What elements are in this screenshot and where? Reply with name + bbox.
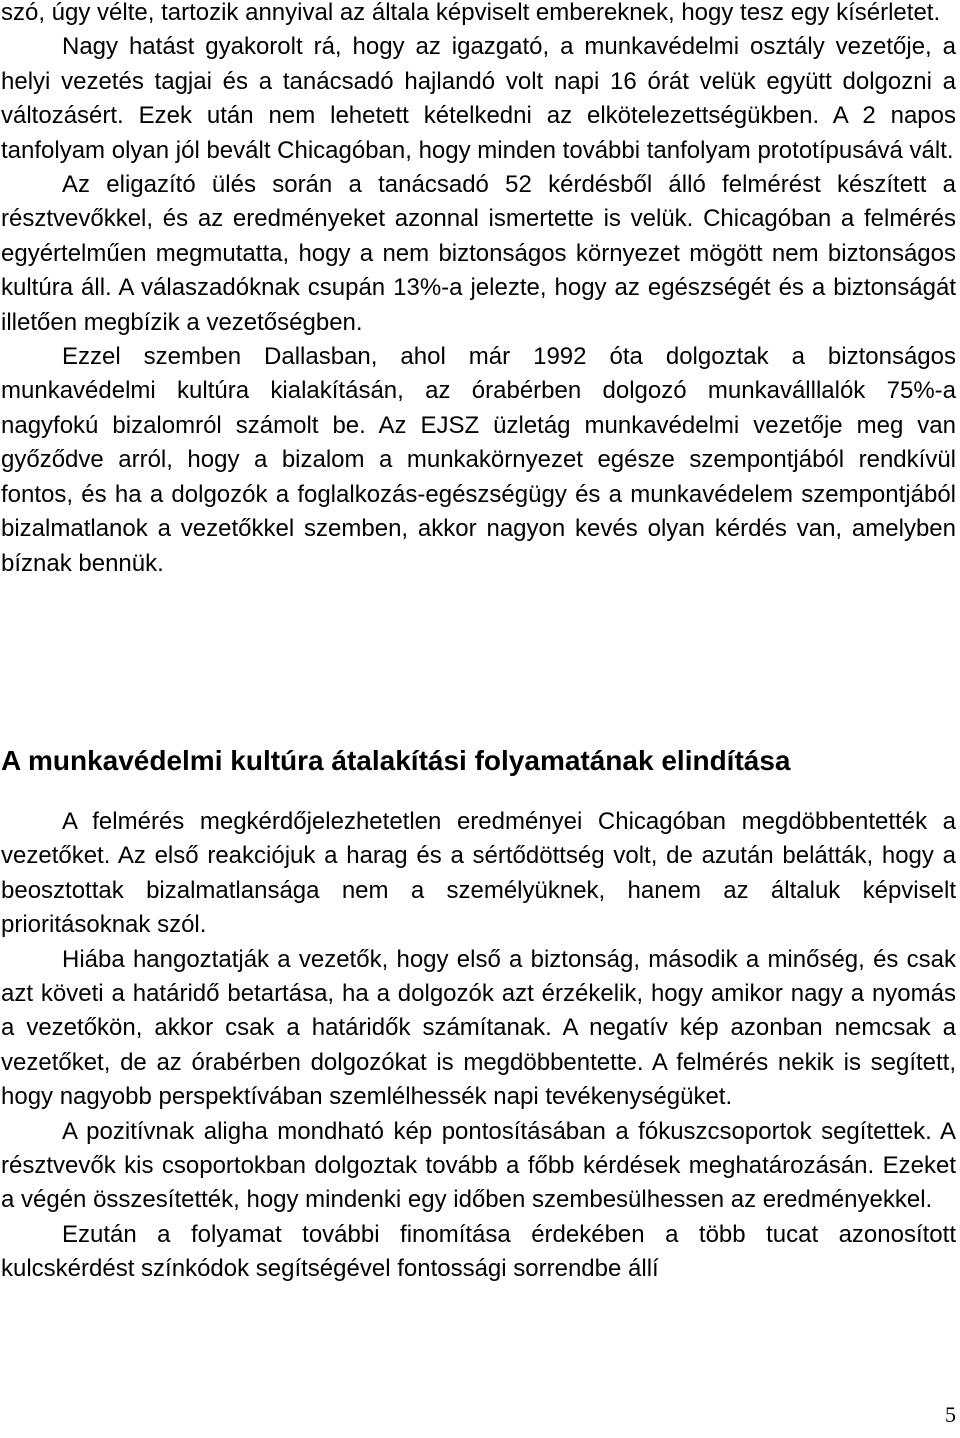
paragraph-continuation: szó, úgy vélte, tartozik annyival az általa képviselt embereknek, hogy tesz egy kísérletet. [1, 0, 941, 26]
paragraph: Nagy hatást gyakorolt rá, hogy az igazgató, a munkavédelmi osztály vezetője, a helyi vezetés tagjai és a tanácsadó hajlandó volt napi 16 órát velük együtt dolgozni a változásért. Ezek után nem lehetett kételkedni az elkötelezettségükben. A 2 napos tanfolyam olyan jól bevált Chicagóban, hogy minden további tanfolyam prototípusává vált. [1, 33, 956, 164]
body-text-bottom [1, 805, 956, 1287]
section-heading: A munkavédelmi kultúra átalakítási folyamatának elindítása [1, 745, 791, 776]
paragraph: Ezzel szemben Dallasban, ahol már 1992 óta dolgoztak a biztonságos munkavédelmi kultúra kialakításán, az órabérben dolgozó munkaválllalók 75%-a nagyfokú bizalomról számolt be. Az EJSZ üzletág munkavédelmi vezetője meg van győződve arról, hogy a bizalom a munkakörnyezet egésze szempontjából rendkívül fontos, és ha a dolgozók a foglalkozás-egészségügy és a munkavédelem szempontjából bizalmatlanok a vezetőkkel szemben, akkor nagyon kevés olyan kérdés van, amelyben bíznak bennük. [1, 343, 956, 577]
paragraph: Az eligazító ülés során a tanácsadó 52 kérdésből álló felmérést készített a résztvevőkkel, és az eredményeket azonnal ismertette is velük. Chicagóban a felmérés egyértelműen megmutatta, hogy a nem biztonságos környezet mögött nem biztonságos kultúra áll. A válaszadóknak csupán 13%-a jelezte, hogy az egészségét és a biztonságát illetően megbízik a vezetőségben. [1, 171, 956, 336]
paragraph: A felmérés megkérdőjelezhetetlen eredményei Chicagóban megdöbbentették a vezetőket. Az első reakciójuk a harag és a sértődöttség volt, de azután belátták, hogy a beosztottak bizalmatlansága nem a személyüknek, hanem az általuk képviselt prioritásoknak szól. [1, 808, 956, 939]
paragraph: Ezután a folyamat további finomítása érdekében a több tucat azonosított kulcskérdést színkódok segítségével fontossági sorrendbe állí [1, 1220, 956, 1283]
paragraph: A pozitívnak aligha mondható kép pontosításában a fókuszcsoportok segítettek. A résztvevők kis csoportokban dolgoztak tovább a főbb kérdések meghatározásán. Ezeket a végén összesítették, hogy mindenki egy időben szembesülhessen az eredményekkel. [1, 1117, 956, 1214]
body-text-top [1, 0, 956, 581]
page-number: 5 [945, 1402, 956, 1427]
paragraph: Hiába hangoztatják a vezetők, hogy első a biztonság, második a minőség, és csak azt követi a határidő betartása, ha a dolgozók azt érzékelik, hogy amikor nagy a nyomás a vezetőkön, akkor csak a határidők számítanak. A negatív kép azonban nemcsak a vezetőket, de az órabérben dolgozókat is megdöbbentette. A felmérés nekik is segített, hogy nagyobb perspektívában szemlélhessék napi tevékenységüket. [1, 945, 956, 1111]
